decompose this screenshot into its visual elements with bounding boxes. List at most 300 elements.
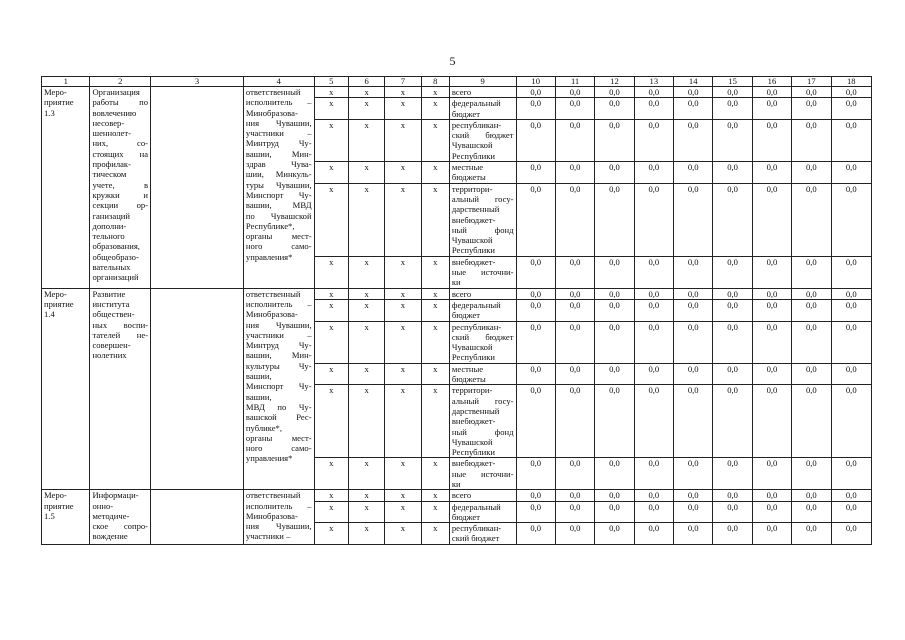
value-cell: 0,0 (555, 299, 594, 321)
text-line: ки (451, 478, 461, 489)
code-mark-cell: x (421, 98, 449, 120)
text-line: ганизаций (92, 210, 130, 221)
value-cell: 0,0 (831, 501, 871, 523)
value-cell: 0,0 (634, 288, 673, 299)
text-line: республикан- (451, 119, 502, 130)
value-cell: 0,0 (792, 98, 831, 120)
value-cell: 0,0 (595, 119, 634, 161)
text-line: Минспорт Чу- (245, 189, 312, 200)
text-line: бюджет (451, 310, 480, 321)
text-line: Минтруд Чу- (245, 138, 312, 149)
value-cell: 0,0 (713, 183, 752, 256)
code-mark-cell: x (421, 321, 449, 363)
code-mark-cell: x (314, 501, 348, 523)
text-line: общеобразо- (92, 251, 139, 262)
text-line: Чувашской (451, 342, 493, 353)
code-mark-cell: x (314, 162, 348, 184)
text-line: республикан- (451, 523, 502, 534)
text-line: Минтруд Чу- (245, 340, 312, 351)
value-cell: 0,0 (555, 490, 594, 501)
value-cell: 0,0 (595, 87, 634, 98)
value-cell: 0,0 (713, 458, 752, 490)
text-line: приятие (44, 97, 74, 108)
funding-source-cell (449, 501, 516, 523)
header-cell: 7 (385, 77, 421, 87)
text-line: участники – (245, 531, 291, 542)
text-line: вашской Рес- (245, 412, 312, 423)
code-mark-cell: x (385, 490, 421, 501)
value-cell: 0,0 (595, 299, 634, 321)
text-line: тическом (92, 169, 127, 180)
text-line: 1.3 (44, 107, 55, 118)
header-cell: 15 (713, 77, 752, 87)
value-cell: 0,0 (555, 321, 594, 363)
text-line: приятие (44, 500, 74, 511)
text-line: ные источни- (451, 468, 514, 479)
value-cell: 0,0 (516, 288, 555, 299)
value-cell: 0,0 (831, 119, 871, 161)
value-cell: 0,0 (713, 87, 752, 98)
text-line: вождение (92, 531, 128, 542)
code-mark-cell: x (348, 183, 384, 256)
value-cell: 0,0 (792, 458, 831, 490)
value-cell: 0,0 (752, 385, 791, 458)
value-cell: 0,0 (831, 321, 871, 363)
value-cell: 0,0 (752, 458, 791, 490)
table-row (42, 490, 872, 501)
text-line: ский бюджет (451, 533, 500, 544)
code-mark-cell: x (348, 162, 384, 184)
code-mark-cell: x (385, 299, 421, 321)
text-line: республикан- (451, 321, 502, 332)
text-line: секции ор- (92, 200, 149, 211)
text-line: ния Чувашии, (245, 117, 312, 128)
text-line: всего (451, 87, 472, 97)
value-cell: 0,0 (792, 385, 831, 458)
text-line: несовер- (92, 117, 125, 128)
value-cell: 0,0 (674, 288, 713, 299)
text-line: приятие (44, 298, 74, 309)
page-number: 5 (449, 54, 456, 68)
text-line: органы мест- (245, 231, 312, 242)
text-line: альный госу- (451, 395, 514, 406)
value-cell: 0,0 (831, 490, 871, 501)
text-line: Минобразова- (245, 309, 298, 320)
funding-source-cell (449, 490, 516, 501)
code-mark-cell: x (314, 321, 348, 363)
funding-source-cell (449, 523, 516, 545)
value-cell: 0,0 (516, 490, 555, 501)
value-cell: 0,0 (831, 288, 871, 299)
value-cell: 0,0 (792, 490, 831, 501)
text-line: стоящих на (92, 148, 149, 159)
code-mark-cell: x (348, 288, 384, 299)
value-cell: 0,0 (595, 288, 634, 299)
text-line: исполнитель – (245, 500, 312, 511)
value-cell: 0,0 (634, 256, 673, 288)
text-line: дополни- (92, 220, 127, 231)
text-line: внебюджет- (451, 458, 496, 469)
code-mark-cell: x (421, 490, 449, 501)
text-line: федеральный (451, 501, 501, 512)
value-cell: 0,0 (713, 523, 752, 545)
value-cell: 0,0 (713, 288, 752, 299)
measure-title-cell (90, 490, 151, 544)
value-cell: 0,0 (516, 162, 555, 184)
text-line: управления* (245, 453, 293, 464)
text-line: института (92, 298, 130, 309)
header-row (42, 77, 872, 87)
header-cell: 16 (752, 77, 791, 87)
text-line: организаций (92, 272, 139, 283)
table-row (42, 87, 872, 98)
value-cell: 0,0 (634, 458, 673, 490)
value-cell: 0,0 (752, 363, 791, 385)
value-cell: 0,0 (674, 523, 713, 545)
value-cell: 0,0 (555, 87, 594, 98)
funding-source-cell (449, 458, 516, 490)
funding-source-cell (449, 87, 516, 98)
value-cell: 0,0 (831, 87, 871, 98)
code-mark-cell: x (314, 183, 348, 256)
code-mark-cell: x (348, 321, 384, 363)
text-line: всего (451, 288, 472, 299)
text-line: ные источни- (451, 267, 514, 278)
value-cell: 0,0 (516, 119, 555, 161)
header-cell: 4 (243, 77, 314, 87)
text-line: ки (451, 277, 461, 288)
code-mark-cell: x (385, 321, 421, 363)
code-mark-cell: x (314, 98, 348, 120)
funding-source-cell (449, 385, 516, 458)
code-mark-cell: x (314, 256, 348, 288)
value-cell: 0,0 (752, 183, 791, 256)
text-line: вашии, Мин- (245, 350, 312, 361)
value-cell: 0,0 (595, 490, 634, 501)
value-cell: 0,0 (674, 321, 713, 363)
value-cell: 0,0 (674, 183, 713, 256)
code-mark-cell: x (421, 299, 449, 321)
code-mark-cell: x (314, 458, 348, 490)
value-cell: 0,0 (555, 288, 594, 299)
value-cell: 0,0 (713, 256, 752, 288)
value-cell: 0,0 (634, 119, 673, 161)
text-line: дарственный (451, 405, 500, 416)
text-line: Минспорт Чу- (245, 381, 312, 392)
value-cell: 0,0 (674, 385, 713, 458)
value-cell: 0,0 (674, 256, 713, 288)
program-table (41, 76, 872, 545)
value-cell: 0,0 (595, 363, 634, 385)
text-line: ское сопро- (92, 521, 149, 532)
value-cell: 0,0 (831, 523, 871, 545)
code-mark-cell: x (314, 490, 348, 501)
value-cell: 0,0 (752, 256, 791, 288)
code-mark-cell: x (385, 501, 421, 523)
text-line: вовлечению (92, 107, 137, 118)
text-line: методиче- (92, 510, 130, 521)
text-line: исполнитель – (245, 97, 312, 108)
code-mark-cell: x (314, 363, 348, 385)
header-cell: 8 (421, 77, 449, 87)
text-line: бюджеты (451, 374, 486, 385)
text-line: Республики (451, 150, 495, 161)
code-mark-cell: x (348, 98, 384, 120)
value-cell: 0,0 (674, 501, 713, 523)
value-cell: 0,0 (674, 162, 713, 184)
text-line: вашии, МВД (245, 200, 312, 211)
text-line: органы мест- (245, 432, 312, 443)
value-cell: 0,0 (752, 490, 791, 501)
code-mark-cell: x (385, 458, 421, 490)
text-line: вашии, Мин- (245, 148, 312, 159)
value-cell: 0,0 (516, 458, 555, 490)
value-cell: 0,0 (516, 321, 555, 363)
value-cell: 0,0 (595, 256, 634, 288)
text-line: бюджеты (451, 172, 486, 183)
text-line: них, со- (92, 138, 149, 149)
value-cell: 0,0 (634, 501, 673, 523)
code-mark-cell: x (421, 119, 449, 161)
value-cell: 0,0 (634, 162, 673, 184)
value-cell: 0,0 (555, 363, 594, 385)
value-cell: 0,0 (792, 162, 831, 184)
code-mark-cell: x (314, 523, 348, 545)
value-cell: 0,0 (555, 98, 594, 120)
measure-title-cell (90, 288, 151, 490)
code-mark-cell: x (421, 162, 449, 184)
value-cell: 0,0 (595, 458, 634, 490)
text-line: участники – (245, 128, 312, 139)
text-line: Минобразова- (245, 107, 298, 118)
value-cell: 0,0 (792, 119, 831, 161)
text-line: работы по (92, 97, 149, 108)
value-cell: 0,0 (595, 321, 634, 363)
text-line: 1.5 (44, 510, 55, 521)
text-line: ответственный (245, 490, 301, 501)
text-line: нолетних (92, 350, 127, 361)
header-cell: 10 (516, 77, 555, 87)
header-cell: 17 (792, 77, 831, 87)
text-line: управления* (245, 251, 293, 262)
value-cell: 0,0 (674, 363, 713, 385)
value-cell: 0,0 (792, 256, 831, 288)
value-cell: 0,0 (792, 501, 831, 523)
text-line: территори- (451, 385, 493, 396)
header-cell: 13 (634, 77, 673, 87)
code-mark-cell: x (348, 87, 384, 98)
text-line: внебюджет- (451, 214, 496, 225)
funding-source-cell (449, 288, 516, 299)
text-line: вательных (92, 262, 131, 273)
text-line: ных воспи- (92, 319, 149, 330)
code-mark-cell: x (385, 256, 421, 288)
text-line: Информаци- (92, 490, 139, 501)
value-cell: 0,0 (713, 501, 752, 523)
text-line: обществен- (92, 309, 135, 320)
value-cell: 0,0 (555, 183, 594, 256)
value-cell: 0,0 (674, 87, 713, 98)
table-row (42, 288, 872, 299)
funding-source-cell (449, 162, 516, 184)
value-cell: 0,0 (792, 299, 831, 321)
text-line: туры Чувашии, (245, 179, 312, 190)
code-mark-cell: x (348, 490, 384, 501)
code-mark-cell: x (348, 363, 384, 385)
code-mark-cell: x (348, 299, 384, 321)
text-line: шеннолет- (92, 128, 131, 139)
value-cell: 0,0 (792, 87, 831, 98)
code-mark-cell: x (421, 363, 449, 385)
value-cell: 0,0 (516, 98, 555, 120)
value-cell: 0,0 (752, 98, 791, 120)
value-cell: 0,0 (831, 299, 871, 321)
text-line: ответственный (245, 288, 301, 299)
text-line: бюджет (451, 108, 480, 119)
value-cell: 0,0 (831, 256, 871, 288)
measure-number-cell (42, 490, 90, 544)
text-line: всего (451, 490, 472, 501)
text-line: МВД по Чу- (245, 401, 312, 412)
value-cell: 0,0 (831, 458, 871, 490)
text-line: ный фонд (451, 224, 514, 235)
funding-source-cell (449, 321, 516, 363)
text-line: культуры Чу- (245, 360, 312, 371)
text-line: Республики (451, 352, 495, 363)
value-cell: 0,0 (713, 98, 752, 120)
text-line: ния Чувашии, (245, 521, 312, 532)
header-cell: 9 (449, 77, 516, 87)
header-cell: 11 (555, 77, 594, 87)
text-line: ответственный (245, 87, 301, 97)
header-cell: 2 (90, 77, 151, 87)
text-line: совершен- (92, 340, 131, 351)
code-mark-cell: x (421, 288, 449, 299)
value-cell: 0,0 (713, 363, 752, 385)
header-cell: 1 (42, 77, 90, 87)
value-cell: 0,0 (634, 87, 673, 98)
value-cell: 0,0 (713, 490, 752, 501)
text-line: исполнитель – (245, 298, 312, 309)
value-cell: 0,0 (713, 385, 752, 458)
header-cell: 12 (595, 77, 634, 87)
code-mark-cell: x (385, 183, 421, 256)
text-line: территори- (451, 183, 493, 194)
text-line: Меро- (44, 490, 67, 501)
header-cell: 3 (151, 77, 244, 87)
text-line: Республике*, (245, 220, 295, 231)
value-cell: 0,0 (752, 87, 791, 98)
measure-number-cell (42, 87, 90, 289)
value-cell: 0,0 (555, 256, 594, 288)
value-cell: 0,0 (516, 501, 555, 523)
text-line: здрав Чува- (245, 159, 312, 170)
code-mark-cell: x (348, 119, 384, 161)
value-cell: 0,0 (713, 299, 752, 321)
text-line: Меро- (44, 288, 67, 299)
code-mark-cell: x (421, 458, 449, 490)
value-cell: 0,0 (674, 490, 713, 501)
executors-cell (243, 87, 314, 289)
text-line: Чувашской (451, 235, 493, 246)
text-line: 1.4 (44, 309, 55, 320)
value-cell: 0,0 (555, 162, 594, 184)
code-mark-cell: x (385, 162, 421, 184)
value-cell: 0,0 (595, 162, 634, 184)
text-line: Республики (451, 245, 495, 256)
text-line: Организация (92, 87, 140, 97)
text-line: ский бюджет (451, 331, 514, 342)
text-line: внебюджет- (451, 256, 496, 267)
funding-source-cell (449, 363, 516, 385)
value-cell: 0,0 (595, 98, 634, 120)
value-cell: 0,0 (752, 299, 791, 321)
code-mark-cell: x (385, 288, 421, 299)
code-mark-cell: x (348, 256, 384, 288)
value-cell: 0,0 (634, 299, 673, 321)
text-line: дарственный (451, 204, 500, 215)
value-cell: 0,0 (752, 119, 791, 161)
text-line: федеральный (451, 299, 501, 310)
text-line: внебюджет- (451, 416, 496, 427)
code-mark-cell: x (348, 458, 384, 490)
value-cell: 0,0 (752, 501, 791, 523)
value-cell: 0,0 (792, 321, 831, 363)
value-cell: 0,0 (713, 162, 752, 184)
value-cell: 0,0 (831, 363, 871, 385)
measure-col3-cell (151, 490, 244, 544)
value-cell: 0,0 (516, 363, 555, 385)
code-mark-cell: x (385, 87, 421, 98)
code-mark-cell: x (421, 256, 449, 288)
text-line: ния Чувашии, (245, 319, 312, 330)
value-cell: 0,0 (634, 523, 673, 545)
text-line: тателей не- (92, 329, 149, 340)
measure-number-cell (42, 288, 90, 490)
value-cell: 0,0 (713, 321, 752, 363)
text-line: федеральный (451, 98, 501, 109)
value-cell: 0,0 (634, 321, 673, 363)
value-cell: 0,0 (516, 523, 555, 545)
value-cell: 0,0 (674, 299, 713, 321)
text-line: вашии, (245, 371, 272, 382)
funding-source-cell (449, 299, 516, 321)
value-cell: 0,0 (516, 385, 555, 458)
value-cell: 0,0 (595, 523, 634, 545)
value-cell: 0,0 (595, 183, 634, 256)
value-cell: 0,0 (634, 490, 673, 501)
text-line: бюджет (451, 511, 480, 522)
code-mark-cell: x (421, 523, 449, 545)
value-cell: 0,0 (595, 501, 634, 523)
value-cell: 0,0 (792, 183, 831, 256)
code-mark-cell: x (385, 363, 421, 385)
code-mark-cell: x (385, 98, 421, 120)
text-line: местные (451, 162, 484, 173)
text-line: альный госу- (451, 193, 514, 204)
value-cell: 0,0 (555, 523, 594, 545)
code-mark-cell: x (385, 523, 421, 545)
text-line: Чувашской (451, 436, 493, 447)
text-line: участники – (245, 329, 312, 340)
value-cell: 0,0 (516, 299, 555, 321)
header-cell: 18 (831, 77, 871, 87)
value-cell: 0,0 (792, 363, 831, 385)
code-mark-cell: x (314, 299, 348, 321)
value-cell: 0,0 (752, 523, 791, 545)
value-cell: 0,0 (752, 321, 791, 363)
code-mark-cell: x (421, 183, 449, 256)
